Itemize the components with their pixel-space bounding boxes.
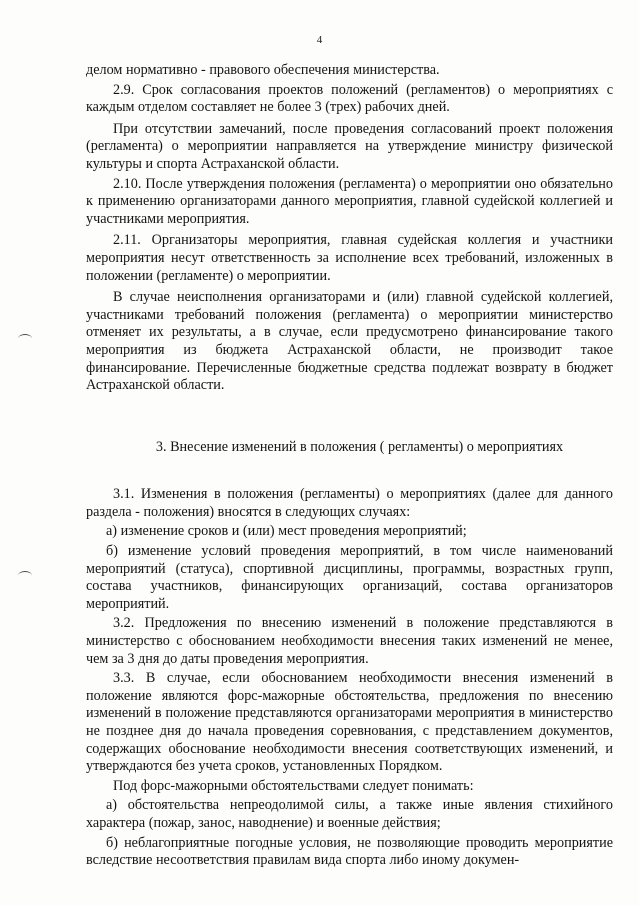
margin-mark xyxy=(18,334,32,343)
list-item: а) изменение сроков и (или) мест проведения мероприятий; xyxy=(106,523,467,540)
margin-mark xyxy=(18,571,32,580)
paragraph: 3.2. Предложения по внесению изменений в положение представляются в министерство с обоснованием необходимости внесения таких изменений не менее, чем за 3 дня до даты проведения мероприятия. xyxy=(86,615,613,667)
paragraph: В случае неисполнения организаторами и (или) главной судейской коллегией, участниками требований положения (регламента) о мероприятии министерство отменяет их результаты, а в случае, если предусмотрено финансирование такого мероприятия из бюджета Астраханской области, не производит такое финансирование. Перечисленные бюджетные средства подлежат возврату в бюджет Астраханской области. xyxy=(86,289,613,394)
paragraph: 2.9. Срок согласования проектов положений (регламентов) о мероприятиях с каждым отделом составляет не более 3 (трех) рабочих дней. xyxy=(86,81,613,116)
paragraph: делом нормативно - правового обеспечения министерства. xyxy=(86,62,440,78)
page-number: 4 xyxy=(316,34,323,46)
paragraph: 2.10. После утверждения положения (регламента) о мероприятии оно обязательно к применению организаторами данного мероприятия, главной судейской коллегией и участниками мероприятия. xyxy=(86,175,613,227)
paragraph: 2.11. Организаторы мероприятия, главная судейская коллегия и участники мероприятия несут ответственность за исполнение всех требований, изложенных в положении (регламенте) о мероприятии. xyxy=(86,232,613,284)
paragraph: 3.1. Изменения в положения (регламенты) о мероприятиях (далее для данного раздела - положения) вносятся в следующих случаях: xyxy=(86,486,613,520)
list-item: б) неблагоприятные погодные условия, не позволяющие проводить мероприятие вследствие несоответствия правилам вида спорта либо иному докумен- xyxy=(86,834,613,869)
paragraph: 3.3. В случае, если обоснованием необходимости внесения изменений в положение являются форс-мажорные обстоятельства, предложения по внесению изменений в положение представляются организаторами мероприятия в министерство не позднее дня до начала проведения соревнования, с представлением документов, содержащих обоснование необходимости внесения соответствующих изменений, и утверждаются без учета сроков, установленных Порядком. xyxy=(86,670,613,775)
paragraph: При отсутствии замечаний, после проведения согласований проект положения (регламента) о мероприятии направляется на утверждение министру физической культуры и спорта Астраханской области. xyxy=(86,120,613,172)
paragraph: Под форс-мажорными обстоятельствами следует понимать: xyxy=(113,777,474,794)
list-item: а) обстоятельства непреодолимой силы, а также иные явления стихийного характера (пожар, занос, наводнение) и военные действия; xyxy=(86,797,613,831)
document-body xyxy=(86,62,613,872)
section-title: 3. Внесение изменений в положения ( регламенты) о мероприятиях xyxy=(155,438,564,455)
list-item: б) изменение условий проведения мероприятий, в том числе наименований мероприятий (статуса), спортивной дисциплины, программы, возрастных групп, состава участников, финансирующих организаций, состава организаторов мероприятий. xyxy=(86,543,613,612)
